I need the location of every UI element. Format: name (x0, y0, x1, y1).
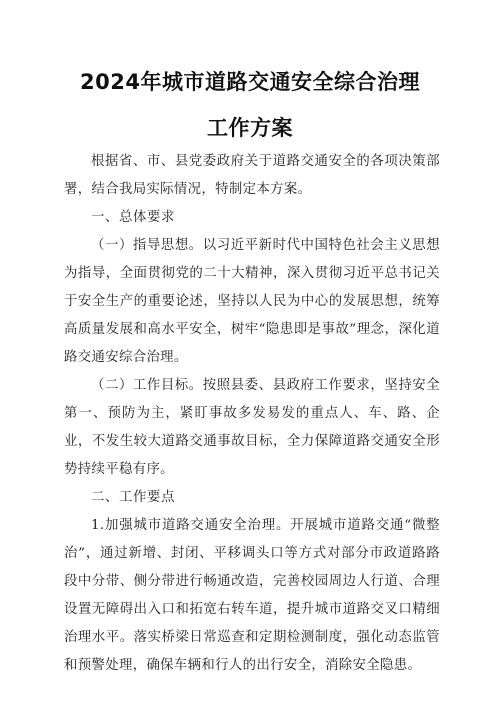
guiding-thought-paragraph: （一）指导思想。以习近平新时代中国特色社会主义思想为指导，全面贯彻党的二十大精神，深入贯彻习近平总书记关于安全生产的重要论述，坚持以人民为中心的发展思想，统筹高质量发展和高水平安全，树牢“隐患即是事故”理念，深化道路交通安综合治理。 (64, 238, 440, 365)
intro-paragraph: 根据省、市、县党委政府关于道路交通安全的各项决策部署，结合我局实际情况，特制定本方案。 (64, 154, 440, 197)
section-heading-overall-requirements: 一、总体要求 (91, 210, 175, 225)
section-heading-work-points: 二、工作要点 (91, 490, 175, 505)
document-title-line-2: 工作方案 (207, 116, 293, 140)
work-point-item-1: 1.加强城市道路交通安全治理。开展城市道路交通“微整治”，通过新增、封闭、平移调头口等方式对部分市政道路路段中分带、侧分带进行畅通改造，完善校园周边人行道、合理设置无障碍出入口和拓宽右转车道，提升城市道路交叉口精细治理水平。落实桥梁日常巡查和定期检测制度，强化动态监管和预警处理，确保车辆和行人的出行安全，消除安全隐患。 (64, 518, 440, 673)
document-title-line-1: 2024年城市道路交通安全综合治理 (80, 70, 420, 94)
work-goal-paragraph: （二）工作目标。按照县委、县政府工作要求，坚持安全第一、预防为主，紧盯事故多发易发的重点人、车、路、企业，不发生较大道路交通事故目标，全力保障道路交通安全形势持续平稳有序。 (64, 378, 440, 477)
